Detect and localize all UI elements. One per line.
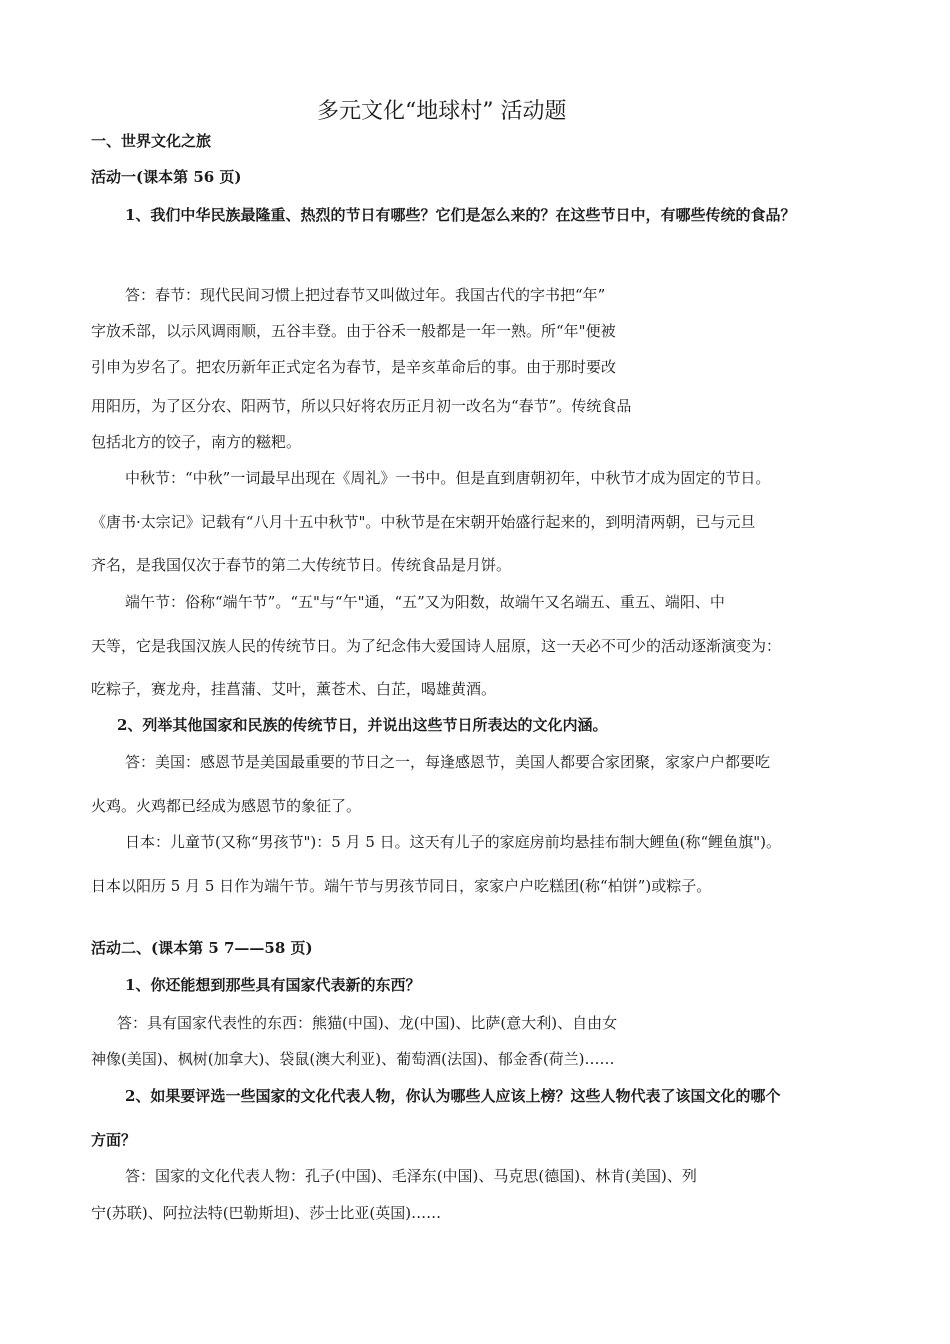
page-title: 多元文化“地球村” 活动题 bbox=[317, 99, 567, 124]
answer-line: 字放禾部，以示风调雨顺，五谷丰登。由于谷禾一般都是一年一熟。所“年"便被 bbox=[91, 322, 616, 340]
activity1-question-1: 1、我们中华民族最隆重、热烈的节日有哪些？它们是怎么来的？在这些节日中，有哪些传统的食品？ bbox=[125, 206, 796, 224]
answer-line: 天等，它是我国汉族人民的传统节日。为了纪念伟大爱国诗人屈原，这一天必不可少的活动逐渐演变为： bbox=[91, 637, 782, 655]
answer-line: 答：国家的文化代表人物：孔子(中国)、毛泽东(中国)、马克思(德国)、林肯(美国)、列 bbox=[125, 1167, 697, 1185]
activity2-question-1: 1、你还能想到那些具有国家代表新的东西？ bbox=[125, 976, 421, 994]
answer-line: 答：具有国家代表性的东西：熊猫(中国)、龙(中国)、比萨(意大利)、自由女 bbox=[117, 1014, 618, 1032]
answer-line: 火鸡。火鸡都已经成为感恩节的象征了。 bbox=[91, 797, 362, 815]
answer-line: 《唐书·太宗记》记载有“八月十五中秋节"。中秋节是在宋朝开始盛行起来的，到明清两朝，已与元旦 bbox=[91, 513, 756, 531]
answer-line: 神像(美国)、枫树(加拿大)、袋鼠(澳大利亚)、葡萄酒(法国)、郁金香(荷兰)…… bbox=[91, 1050, 615, 1068]
answer-line: 用阳历，为了区分农、阳两节，所以只好将农历正月初一改名为“春节”。传统食品 bbox=[91, 397, 632, 415]
activity2-question-2-cont: 方面？ bbox=[91, 1131, 137, 1149]
answer-line: 端午节：俗称“端午节”。“五"与“午"通，“五”又为阳数，故端午又名端五、重五、端阳、中 bbox=[125, 593, 725, 611]
answer-line: 日本：儿童节(又称“男孩节")：5 月 5 日。这天有儿子的家庭房前均悬挂布制大鲤鱼(称“鲤鱼旗")。 bbox=[125, 833, 781, 851]
answer-line: 日本以阳历 5 月 5 日作为端午节。端午节与男孩节同日，家家户户吃糕团(称“柏饼”)或粽子。 bbox=[91, 877, 712, 895]
answer-line: 中秋节：“中秋”一词最早出现在《周礼》一书中。但是直到唐朝初年，中秋节才成为固定的节日。 bbox=[125, 469, 771, 487]
activity1-heading: 活动一(课本第 56 页) bbox=[91, 168, 242, 186]
activity2-heading: 活动二、(课本第 5 7——58 页) bbox=[91, 939, 313, 957]
section-heading: 一、世界文化之旅 bbox=[91, 132, 212, 150]
answer-line: 包括北方的饺子，南方的糍粑。 bbox=[91, 433, 302, 451]
answer-line: 答：美国：感恩节是美国最重要的节日之一，每逢感恩节，美国人都要合家团聚，家家户户都要吃 bbox=[125, 753, 771, 771]
answer-line: 引申为岁名了。把农历新年正式定名为春节，是辛亥革命后的事。由于那时要改 bbox=[91, 358, 617, 376]
answer-line: 齐名，是我国仅次于春节的第二大传统节日。传统食品是月饼。 bbox=[91, 556, 512, 574]
answer-line: 宁(苏联)、阿拉法特(巴勒斯坦)、莎士比亚(英国)…… bbox=[91, 1204, 442, 1222]
activity2-question-2: 2、如果要评选一些国家的文化代表人物，你认为哪些人应该上榜？这些人物代表了该国文化的哪个 bbox=[125, 1087, 781, 1105]
activity1-question-2: 2、列举其他国家和民族的传统节日，并说出这些节日所表达的文化内涵。 bbox=[117, 716, 608, 734]
answer-line: 答：春节：现代民间习惯上把过春节又叫做过年。我国古代的字书把“年” bbox=[125, 286, 606, 304]
answer-line: 吃粽子，赛龙舟，挂菖蒲、艾叶，薰苍术、白芷，喝雄黄酒。 bbox=[91, 680, 497, 698]
